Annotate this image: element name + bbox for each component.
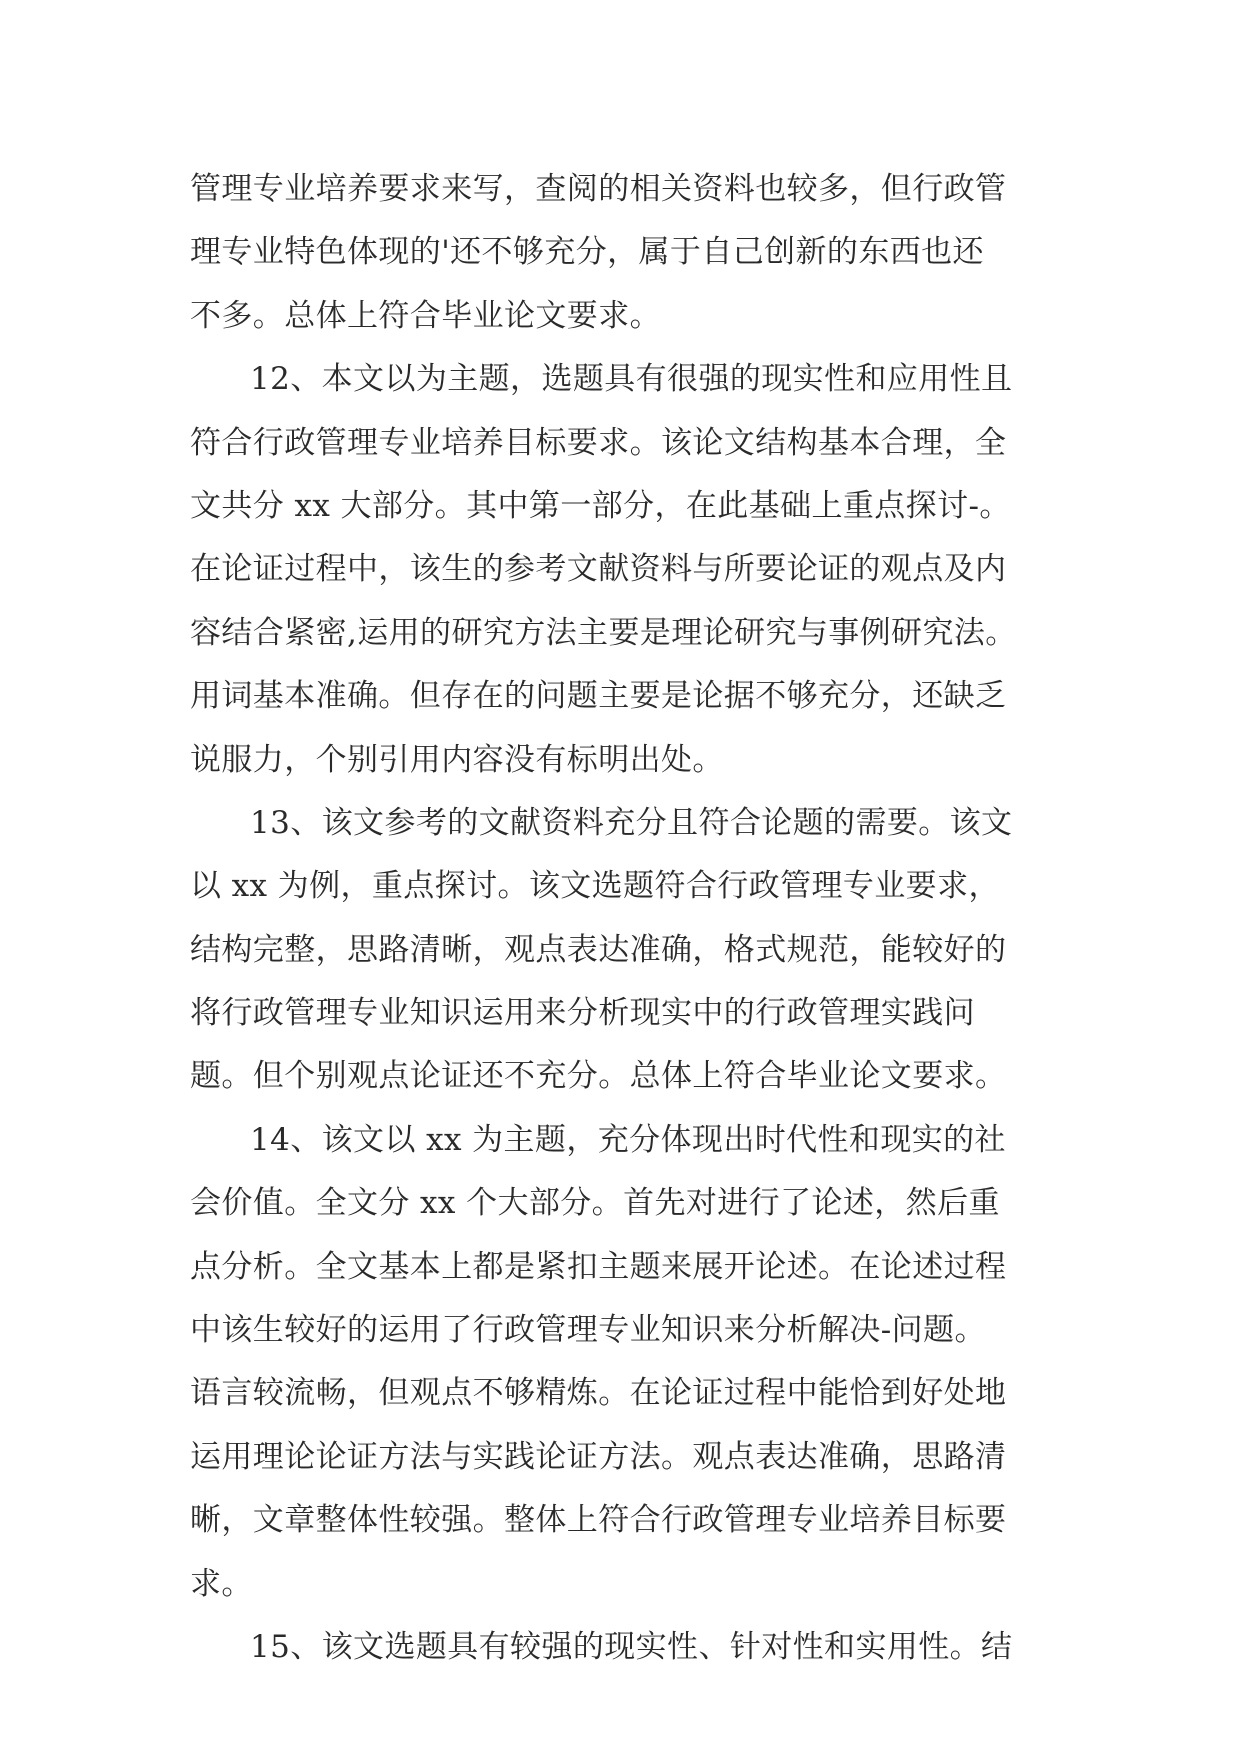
text-line: 用词基本准确。但存在的问题主要是论据不够充分，还缺乏 [190, 678, 1007, 715]
text-line: 符合行政管理专业培养目标要求。该论文结构基本合理，全 [190, 424, 1007, 461]
text-line: 理专业特色体现的'还不够充分，属于自己创新的东西也还 [190, 234, 984, 271]
text-line: 会价值。全文分 xx 个大部分。首先对进行了论述，然后重 [190, 1185, 1000, 1222]
paragraph-start-line: 13、该文参考的文献资料充分且符合论题的需要。该文 [250, 804, 1013, 841]
text-line: 容结合紧密,运用的研究方法主要是理论研究与事例研究法。 [190, 614, 1017, 651]
text-line: 求。 [190, 1565, 253, 1602]
text-line: 不多。总体上符合毕业论文要求。 [190, 297, 661, 334]
text-line: 文共分 xx 大部分。其中第一部分，在此基础上重点探讨-。 [190, 487, 1011, 524]
text-line: 点分析。全文基本上都是紧扣主题来展开论述。在论述过程 [190, 1248, 1007, 1285]
text-line: 说服力，个别引用内容没有标明出处。 [190, 741, 724, 778]
text-line: 运用理论论证方法与实践论证方法。观点表达准确，思路清 [190, 1438, 1007, 1475]
text-line: 在论证过程中，该生的参考文献资料与所要论证的观点及内 [190, 551, 1007, 588]
text-line: 结构完整，思路清晰，观点表达准确，格式规范，能较好的 [190, 931, 1007, 968]
text-line: 题。但个别观点论证还不充分。总体上符合毕业论文要求。 [190, 1058, 1007, 1095]
paragraph-start-line: 15、该文选题具有较强的现实性、针对性和实用性。结 [250, 1628, 1013, 1665]
paragraph-start-line: 12、本文以为主题，选题具有很强的现实性和应用性且 [250, 361, 1013, 398]
text-line: 将行政管理专业知识运用来分析现实中的行政管理实践问 [190, 995, 975, 1032]
text-line: 管理专业培养要求来写，查阅的相关资料也较多，但行政管 [190, 171, 1007, 207]
text-line: 中该生较好的运用了行政管理专业知识来分析解决-问题。 [190, 1312, 986, 1349]
text-line: 晰，文章整体性较强。整体上符合行政管理专业培养目标要 [190, 1502, 1007, 1539]
document-body [190, 158, 1050, 1679]
paragraph-start-line: 14、该文以 xx 为主题，充分体现出时代性和现实的社 [250, 1121, 1006, 1158]
text-line: 以 xx 为例，重点探讨。该文选题符合行政管理专业要求， [190, 868, 1000, 905]
text-line: 语言较流畅，但观点不够精炼。在论证过程中能恰到好处地 [190, 1375, 1007, 1412]
